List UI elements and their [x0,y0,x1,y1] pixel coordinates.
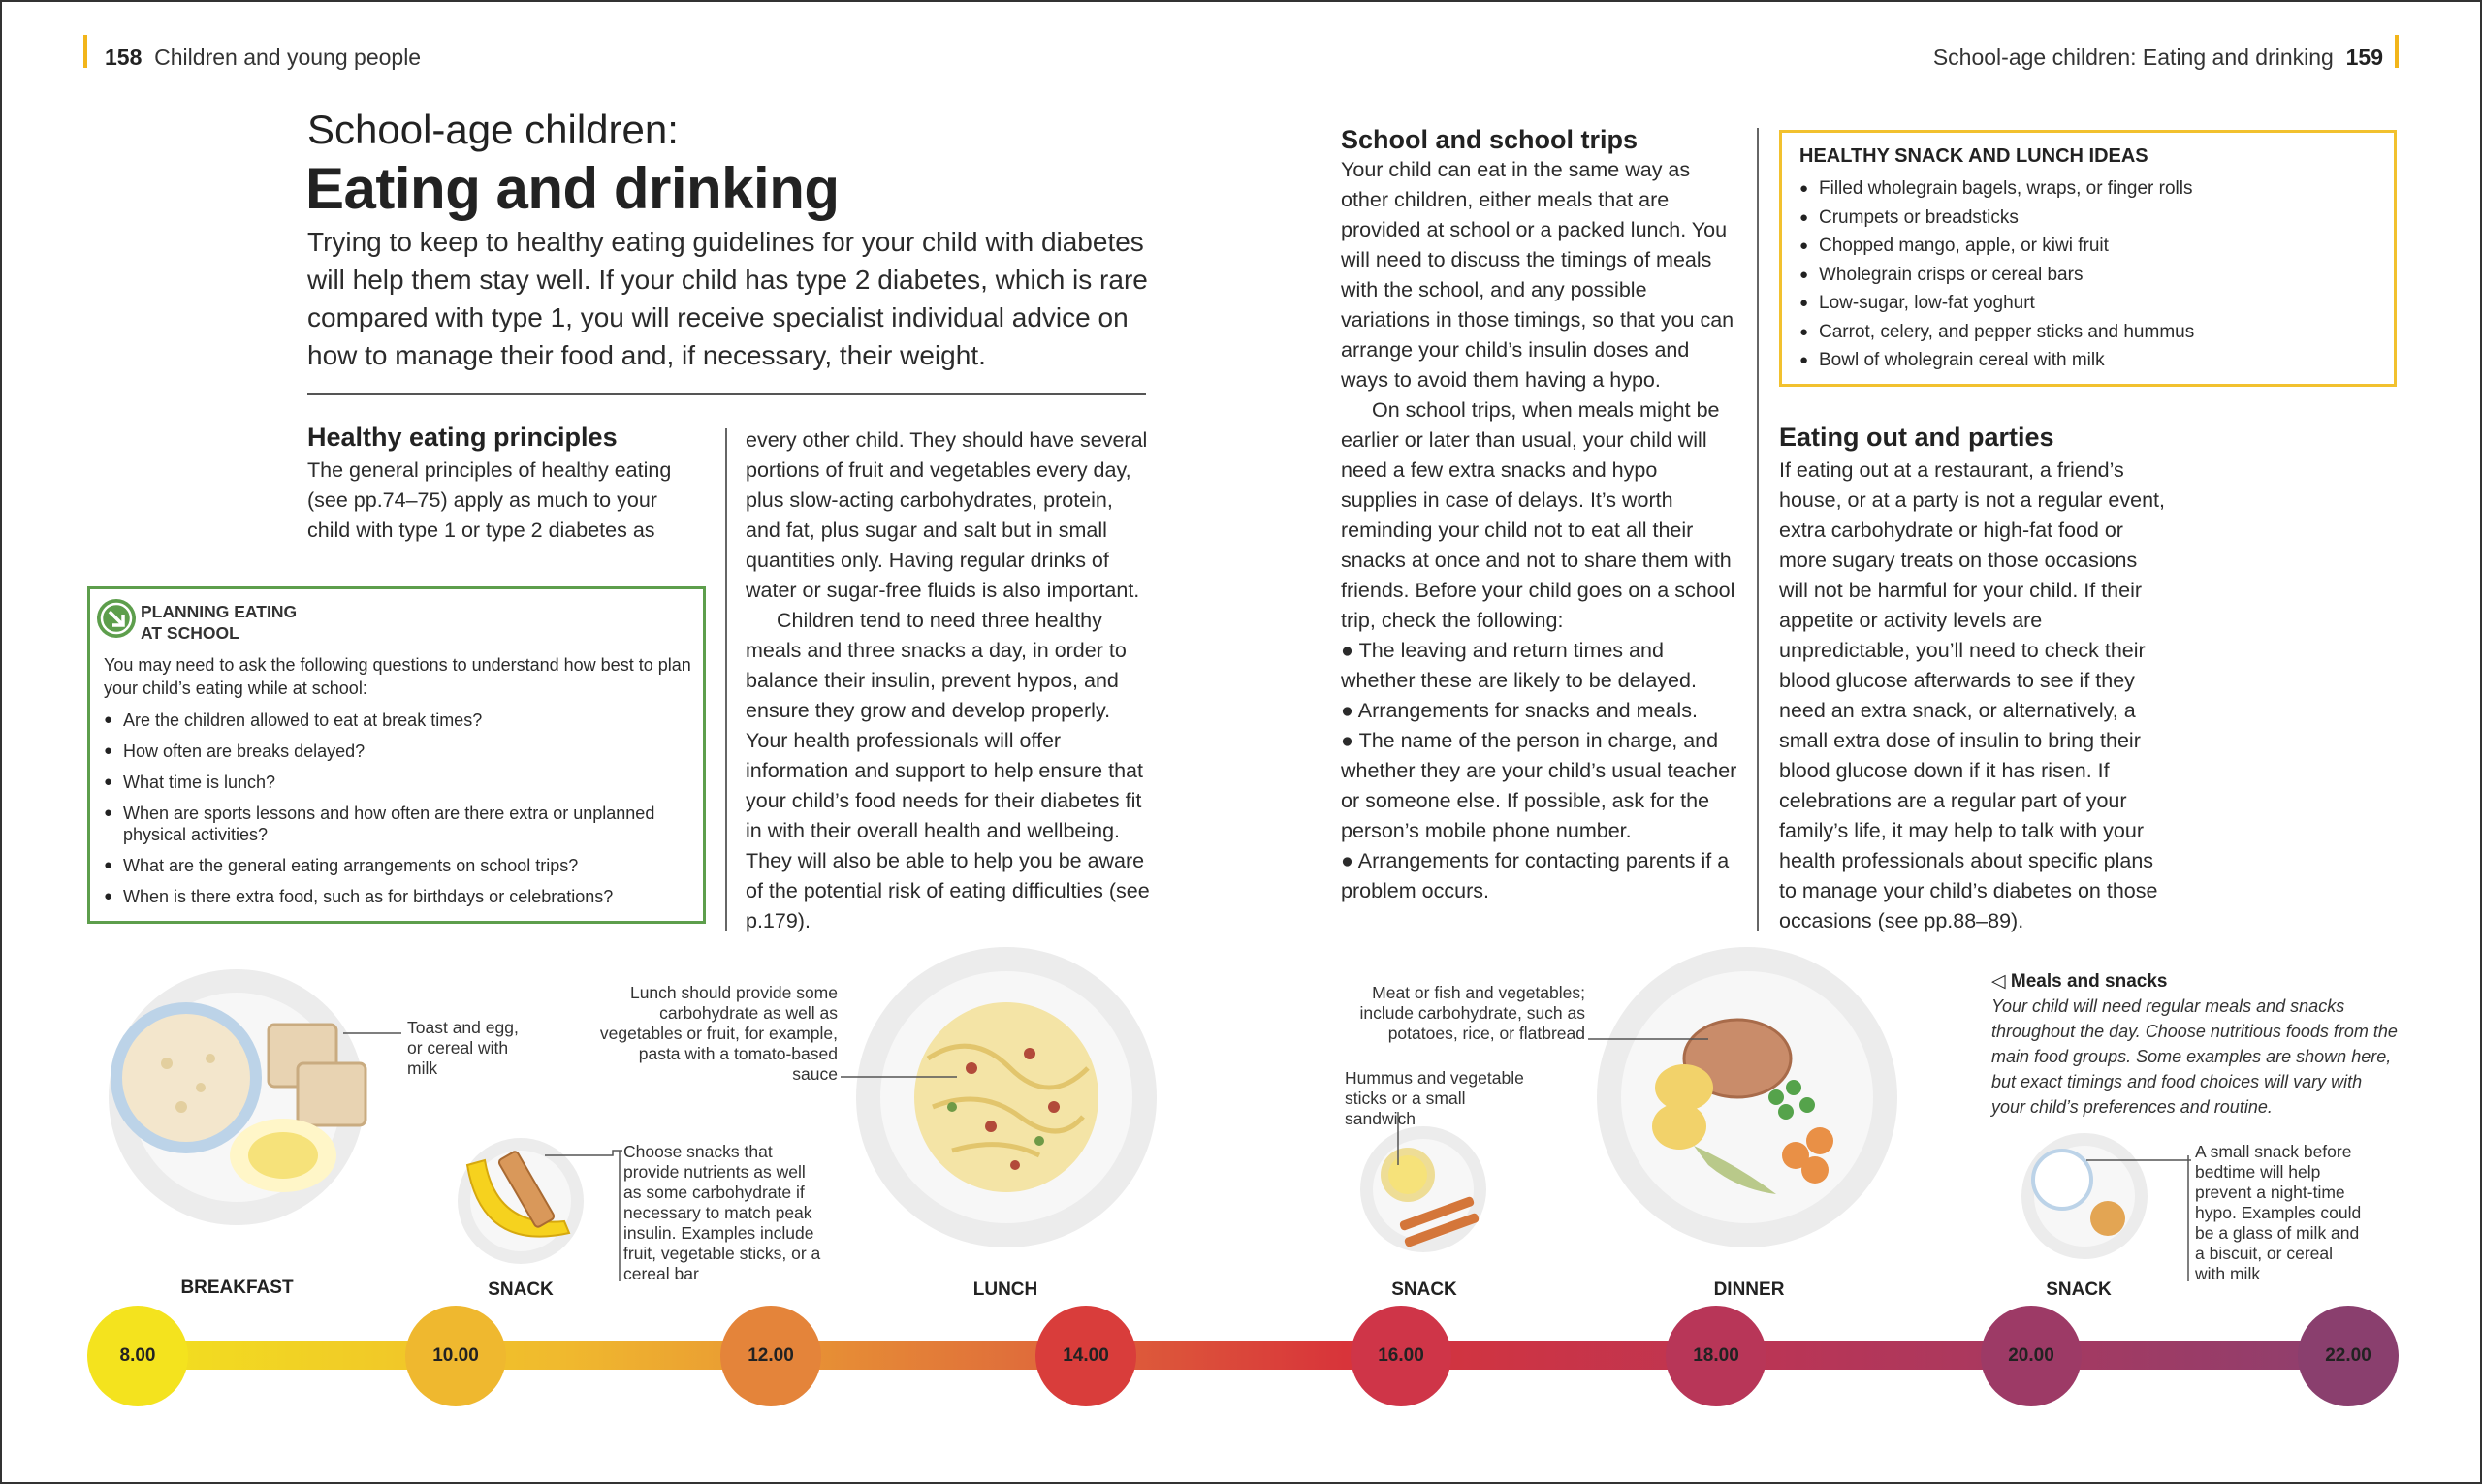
list-item-text: The leaving and return times and whether these are likely to be delayed. [1341,639,1697,692]
list-item-text: Arrangements for contacting parents if a problem occurs. [1341,849,1730,902]
snack2-label: SNACK [1391,1279,1457,1300]
time-marker: 14.00 [1035,1306,1136,1406]
meal-illustrations [2,2,2482,1484]
list-item: ● Wholegrain crisps or cereal bars [1799,261,2381,290]
snack3-note: A small snack before bedtime will help prevent a night-time hypo. Examples could be a glass of milk and a biscuit, or cereal with milk [2195,1142,2362,1283]
lunch-note: Lunch should provide some carbohydrate as well as vegetables or fruit, for example, pasta with a tomato-based sauce [599,983,838,1084]
title-kicker: School-age children: [307,107,679,152]
snack3-label: SNACK [2046,1279,2112,1300]
caption-pointer-icon: ◁ [1991,971,2006,992]
list-item: ● What time is lunch? [104,772,695,793]
list-item: ● The name of the person in charge, and whether they are your child’s usual teacher or someone else. If possible, ask for the person’s mobile phone number. [1341,729,1737,842]
time-marker: 18.00 [1666,1306,1766,1406]
list-item: ● Bowl of wholegrain cereal with milk [1799,346,2381,375]
breakfast-label: BREAKFAST [180,1278,294,1298]
planning-box-heading-line: AT SCHOOL [141,623,239,643]
caption-heading-text: Meals and snacks [2010,971,2168,992]
list-item: ● The leaving and return times and whether these are likely to be delayed. [1341,639,1697,692]
school-trips-paragraph: Your child can eat in the same way as other children, either meals that are provided at school or a packed lunch. You will need to discuss the timings of meals with the school, and any possible variations in those timings, so that you can arrange your child’s insulin doses and ways to avoid them having a hypo. [1341,158,1734,392]
breakfast-note: Toast and egg, or cereal with milk [407,1018,519,1078]
lunch-illustration [856,947,1157,1247]
school-trips-paragraph: On school trips, when meals might be earlier or later than usual, your child will need a few extra snacks and hypo supplies in case of delays. It’s worth reminding your child not to eat all their snacks at once and not to share them with friends. Before your child goes on a school trip, check the following: [1341,398,1735,632]
page-title: Eating and drinking [305,156,840,221]
list-item: ● Arrangements for contacting parents if a problem occurs. [1341,849,1730,902]
time-marker: 16.00 [1351,1306,1451,1406]
list-item: ● Arrangements for snacks and meals. [1341,699,1698,722]
healthy-eating-col1: The general principles of healthy eating (see pp.74–75) apply as much to your child with type 1 or type 2 diabetes as [307,458,672,542]
list-item: ● When are sports lessons and how often are there extra or unplanned physical activities? [104,803,695,845]
eating-out-text: If eating out at a restaurant, a friend’s house, or at a party is not a regular event, extra carbohydrate or high-fat food or more sugary treats on those occasions will not be harmful for your child. If their appetite or activity levels are unpredictable, you’ll need to check their blood glucose afterwards to see if they need an extra snack, or alternatively, a small extra dose of insulin to bring their blood glucose down if it has risen. If celebrations are a regular part of your family’s life, it may help to talk with your health professionals about specific plans to manage your child’s diabetes on those occasions (see pp.88–89). [1779,458,2165,932]
list-item: ● Crumpets or breadsticks [1799,204,2381,233]
dinner-note: Meat or fish and vegetables; include carbohydrate, such as potatoes, rice, or flatbread [1359,983,1585,1043]
list-item: ● Chopped mango, apple, or kiwi fruit [1799,232,2381,261]
list-item: ● How often are breaks delayed? [104,741,695,762]
right-page-number: 159 [2345,45,2383,70]
list-item: ● Filled wholegrain bagels, wraps, or finger rolls [1799,174,2381,204]
dinner-illustration [1597,947,1897,1247]
list-item-text: The name of the person in charge, and whether they are your child’s usual teacher or someone else. If possible, ask for the person’s mobile phone number. [1341,729,1737,842]
list-item: ● What are the general eating arrangements on school trips? [104,855,695,876]
caption-text: Your child will need regular meals and snacks throughout the day. Choose nutritious foods from the main food groups. Some examples are shown here, but exact timings and food choices will vary with your child’s preferences and routine. [1991,996,2398,1117]
intro-paragraph: Trying to keep to healthy eating guidelines for your child with diabetes will help them stay well. If your child has type 2 diabetes, which is rare compared with type 1, you will receive specialist individual advice on how to manage their food and, if necessary, their weight. [307,227,1148,370]
snack2-note: Hummus and vegetable sticks or a small sandwich [1345,1068,1524,1128]
caption-heading [1991,970,2168,993]
left-page-number: 158 [105,45,143,70]
breakfast-illustration [109,969,366,1225]
planning-box-intro: You may need to ask the following questions to understand how best to plan your child’s eating while at school: [104,655,691,698]
healthy-eating-paragraph: every other child. They should have several portions of fruit and vegetables every day, plus slow-acting carbohydrates, protein, and fat, plus sugar and salt but in small quantities only. Having regular drinks of water or sugar-free fluids is also important. [746,428,1148,602]
list-item: ● When is there extra food, such as for birthdays or celebrations? [104,886,695,907]
snack2-illustration [1360,1126,1486,1252]
snack-ideas-heading: HEALTHY SNACK AND LUNCH IDEAS [1799,145,2148,167]
eating-out-heading: Eating out and parties [1779,423,2054,452]
left-section-title: Children and young people [154,45,422,70]
dinner-label: DINNER [1713,1279,1785,1300]
lunch-label: LUNCH [972,1279,1038,1300]
time-marker: 22.00 [2298,1306,2399,1406]
snack1-illustration [458,1138,584,1264]
list-item: ● Are the children allowed to eat at break times? [104,710,695,731]
list-item: ● Low-sugar, low-fat yoghurt [1799,289,2381,318]
list-item: ● Carrot, celery, and pepper sticks and hummus [1799,318,2381,347]
list-item-text: Arrangements for snacks and meals. [1357,699,1698,722]
right-section-title: School-age children: Eating and drinking [1932,45,2334,70]
snack1-note: Choose snacks that provide nutrients as well as some carbohydrate if necessary to match peak insulin. Examples include fruit, vegetable sticks, or a cereal bar [623,1142,821,1283]
time-marker: 8.00 [87,1306,188,1406]
time-marker: 20.00 [1981,1306,2082,1406]
snack1-label: SNACK [488,1279,554,1300]
healthy-eating-heading: Healthy eating principles [307,423,618,452]
planning-box-heading-line: PLANNING EATING [141,602,298,621]
school-trips-heading: School and school trips [1341,125,1639,154]
time-marker: 10.00 [405,1306,506,1406]
time-marker: 12.00 [720,1306,821,1406]
healthy-eating-paragraph: Children tend to need three healthy meals and three snacks a day, in order to balance their insulin, prevent hypos, and ensure they grow and develop properly. Your health professionals will offer information and support to help ensure that your child’s food needs for their diabetes fit in with their overall health and wellbeing. They will also be able to help you be aware of the potential risk of eating difficulties (see p.179). [746,609,1150,932]
snack3-illustration [2021,1133,2148,1259]
